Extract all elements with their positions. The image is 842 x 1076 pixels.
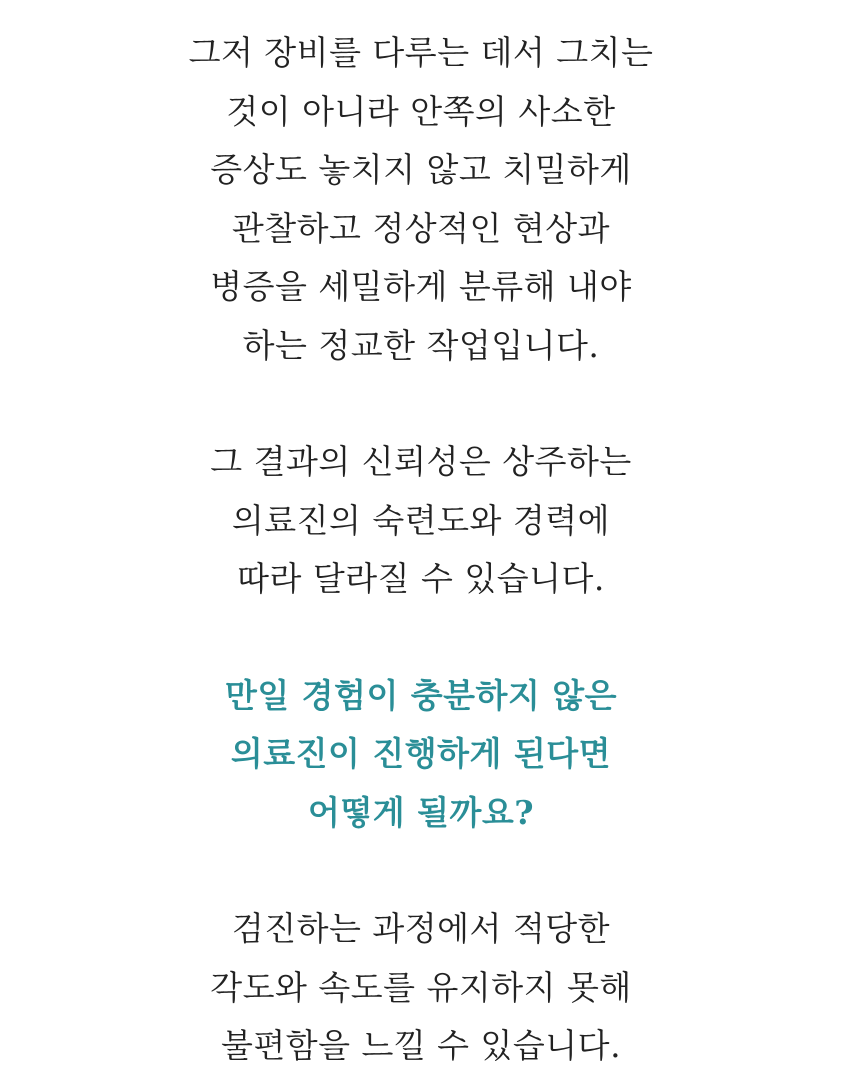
text-line: 불편함을 느낄 수 있습니다. bbox=[220, 1026, 622, 1065]
text-line: 각도와 속도를 유지하지 못해 bbox=[210, 967, 632, 1007]
text-line: 의료진의 숙련도와 경력에 bbox=[231, 500, 611, 540]
paragraph-spacer bbox=[0, 842, 842, 900]
paragraph-equipment-observation bbox=[0, 24, 842, 375]
text-line: 하는 정교한 작업입니다. bbox=[242, 325, 600, 365]
text-line: 병증을 세밀하게 분류해 내야 bbox=[210, 267, 632, 306]
paragraph-spacer bbox=[0, 609, 842, 667]
highlighted-text-line: 어떻게 될까요? bbox=[307, 792, 535, 832]
paragraph-spacer bbox=[0, 375, 842, 433]
text-line: 것이 아니라 안쪽의 사소한 bbox=[226, 91, 616, 131]
text-line: 검진하는 과정에서 적당한 bbox=[231, 909, 611, 948]
paragraph-reliability bbox=[0, 433, 842, 609]
text-line: 그 결과의 신뢰성은 상주하는 bbox=[210, 442, 632, 481]
paragraph-highlighted-question bbox=[0, 667, 842, 843]
paragraph-discomfort bbox=[0, 900, 842, 1076]
text-line: 관찰하고 정상적인 현상과 bbox=[231, 208, 611, 248]
text-line: 증상도 놓치지 않고 치밀하게 bbox=[210, 150, 632, 189]
article-body bbox=[0, 24, 842, 1076]
text-line: 그저 장비를 다루는 데서 그치는 bbox=[188, 33, 654, 72]
highlighted-text-line: 만일 경험이 충분하지 않은 bbox=[224, 675, 618, 715]
highlighted-text-line: 의료진이 진행하게 된다면 bbox=[230, 734, 612, 773]
text-line: 따라 달라질 수 있습니다. bbox=[237, 559, 605, 598]
